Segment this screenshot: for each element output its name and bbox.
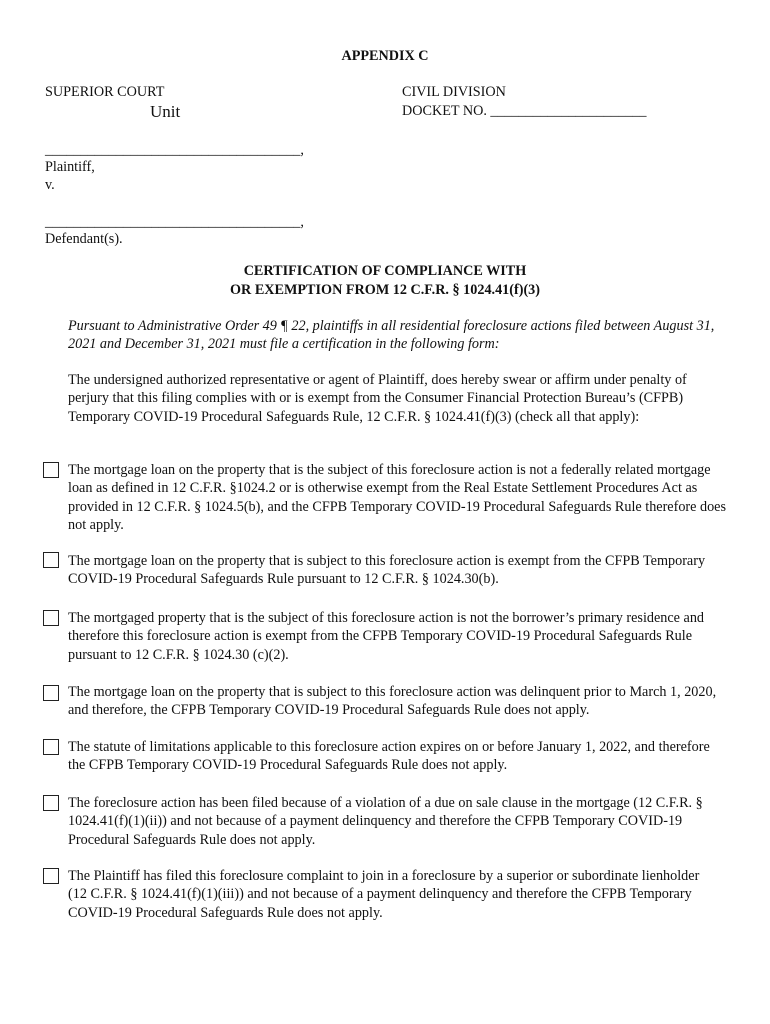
option-7-checkbox[interactable]	[43, 868, 59, 884]
option-5-text: The statute of limitations applicable to this foreclosure action expires on or before January 1, 2022, and therefore the CFPB Temporary COVID-19 Procedural Safeguards Rule does not apply.	[68, 739, 710, 774]
option-6-checkbox[interactable]	[43, 795, 59, 811]
option-4-text: The mortgage loan on the property that is subject to this foreclosure action was delinquent prior to March 1, 2020, and therefore, the CFPB Temporary COVID-19 Procedural Safeguards Rule does not apply.	[68, 684, 717, 719]
court-unit: Unit	[150, 102, 181, 121]
defendant-name-line[interactable]: ____________________________________,	[45, 214, 304, 230]
option-2-text: The mortgage loan on the property that is subject to this foreclosure action is exempt from the CFPB Temporary COVID-19 Procedural Safeguards Rule pursuant to 12 C.F.R. § 1024.30(b).	[68, 553, 706, 588]
plaintiff-label: Plaintiff,	[45, 159, 95, 175]
intro-paragraph: The undersigned authorized representative or agent of Plaintiff, does hereby swear or affirm under penalty of perjury that this filing complies with or is exempt from the Consumer Financial Protection Bureau’s (CFPB) Temporary COVID-19 Procedural Safeguards Rule, 12 C.F.R. § 1024.41(f)(3) (check all that apply):	[68, 372, 687, 425]
court-name: SUPERIOR COURT	[45, 84, 165, 100]
plaintiff-name-line[interactable]: ____________________________________,	[45, 142, 304, 158]
option-1-checkbox[interactable]	[43, 462, 59, 478]
instructions-paragraph: Pursuant to Administrative Order 49 ¶ 22, plaintiffs in all residential foreclosure actions filed between August 31, 2021 and December 31, 2021 must file a certification in the following form:	[68, 318, 715, 353]
option-6-text: The foreclosure action has been filed because of a violation of a due on sale clause in the mortgage (12 C.F.R. § 1024.41(f)(1)(ii)) and not because of a payment delinquency and therefore the CFPB Temporary COVID-19 Procedural Safeguards Rule does not apply.	[68, 795, 703, 848]
option-3-checkbox[interactable]	[43, 610, 59, 626]
division-name: CIVIL DIVISION	[402, 84, 506, 100]
appendix-heading: APPENDIX C	[341, 48, 429, 64]
option-2-checkbox[interactable]	[43, 552, 59, 568]
option-7-text: The Plaintiff has filed this foreclosure complaint to join in a foreclosure by a superior or subordinate lienholder (12 C.F.R. § 1024.41(f)(1)(iii)) and not because of a payment delinquency and therefore the CFPB Temporary COVID-19 Procedural Safeguards Rule does not apply.	[68, 868, 700, 921]
certification-title-line1: CERTIFICATION OF COMPLIANCE WITH	[243, 263, 527, 279]
versus-label: v.	[45, 177, 55, 193]
docket-number-field[interactable]: DOCKET NO. ______________________	[402, 103, 647, 119]
defendant-label: Defendant(s).	[45, 231, 123, 247]
certification-title-line2: OR EXEMPTION FROM 12 C.F.R. § 1024.41(f)(3)	[230, 282, 540, 298]
option-4-checkbox[interactable]	[43, 685, 59, 701]
option-3-text: The mortgaged property that is the subject of this foreclosure action is not the borrower’s primary residence and therefore this foreclosure action is exempt from the CFPB Temporary COVID-19 Procedural Safeguards Rule pursuant to 12 C.F.R. § 1024.30 (c)(2).	[68, 610, 705, 663]
option-1-text: The mortgage loan on the property that is the subject of this foreclosure action is not a federally related mortgage loan as defined in 12 C.F.R. §1024.2 or is otherwise exempt from the Real Estate Settlement Procedures Act as provided in 12 C.F.R. § 1024.5(b), and the CFPB Temporary COVID-19 Procedural Safeguards Rule therefore does not apply.	[68, 462, 726, 534]
option-5-checkbox[interactable]	[43, 739, 59, 755]
